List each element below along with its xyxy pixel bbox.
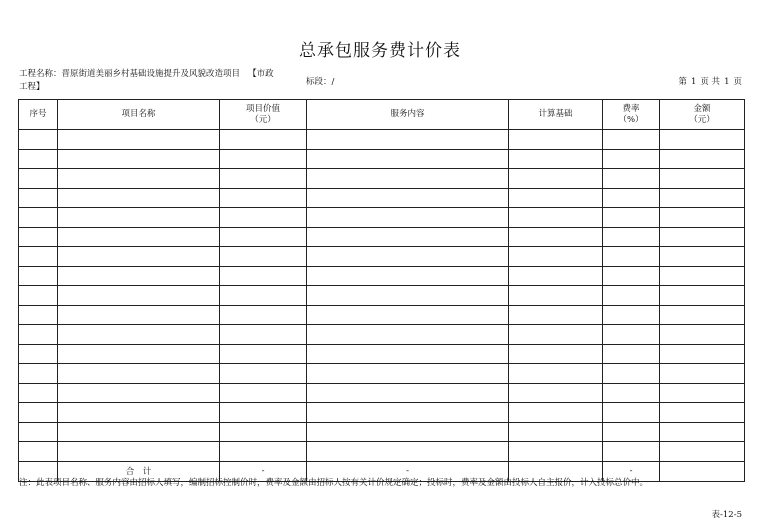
project-suffix-2: 工程】: [19, 82, 45, 92]
project-name: 晋原街道美丽乡村基础设施提升及风貌改造项目: [61, 69, 241, 79]
page-suffix: 页: [733, 77, 742, 87]
table-cell: [509, 227, 603, 247]
table-cell: [58, 188, 220, 208]
table-row: [19, 422, 745, 442]
table-cell: [19, 247, 58, 267]
table-cell: [19, 325, 58, 345]
table-cell: [19, 266, 58, 286]
table-row: [19, 149, 745, 169]
total-cell: -: [307, 461, 509, 481]
total-cell: 合 计: [58, 461, 220, 481]
table-row: [19, 325, 745, 345]
table-cell: [603, 442, 660, 462]
table-cell: [307, 130, 509, 150]
table-cell: [603, 149, 660, 169]
column-header: [58, 100, 220, 130]
table-cell: [603, 344, 660, 364]
column-header-unit: （元）: [689, 114, 715, 125]
table-cell: [660, 364, 745, 384]
table-cell: [307, 344, 509, 364]
table-cell: [509, 403, 603, 423]
table-cell: [220, 188, 307, 208]
table-cell: [603, 188, 660, 208]
table-row: [19, 208, 745, 228]
column-header: [603, 100, 660, 130]
table-row: [19, 286, 745, 306]
table-cell: [307, 325, 509, 345]
table-cell: [220, 344, 307, 364]
table-cell: [603, 266, 660, 286]
table-cell: [307, 403, 509, 423]
table-cell: [509, 442, 603, 462]
table-row: [19, 344, 745, 364]
table-cell: [58, 364, 220, 384]
table-cell: [660, 227, 745, 247]
table-cell: [509, 188, 603, 208]
table-cell: [603, 286, 660, 306]
table-cell: [220, 442, 307, 462]
table-cell: [603, 227, 660, 247]
column-header-label: 序号: [29, 109, 47, 119]
table-row: [19, 305, 745, 325]
table-cell: [509, 383, 603, 403]
table-cell: [660, 247, 745, 267]
table-cell: [603, 247, 660, 267]
page-current: 1: [690, 77, 697, 87]
section-field: 标段：/: [306, 77, 335, 87]
table-cell: [307, 364, 509, 384]
table-cell: [58, 227, 220, 247]
table-cell: [307, 227, 509, 247]
footnote: 注：此表项目名称、服务内容由招标人填写，编制招标控制价时，费率及金额由招标人按有关计价规定确定；投标时，费率及金额由投标人自主报价，计入投标总价中。: [19, 478, 649, 488]
table-cell: [19, 364, 58, 384]
table-cell: [220, 149, 307, 169]
table-cell: [220, 325, 307, 345]
column-header-label: 项目名称: [121, 109, 156, 119]
table-cell: [307, 266, 509, 286]
table-cell: [58, 247, 220, 267]
table-cell: [509, 422, 603, 442]
table-cell: [307, 286, 509, 306]
table-cell: [660, 169, 745, 189]
column-header-label: 费率: [622, 103, 640, 114]
table-row: [19, 130, 745, 150]
table-cell: [19, 344, 58, 364]
table-cell: [19, 286, 58, 306]
table-cell: [509, 325, 603, 345]
column-header: [220, 100, 307, 130]
table-row: [19, 188, 745, 208]
table-cell: [19, 208, 58, 228]
table-cell: [660, 325, 745, 345]
table-cell: [660, 422, 745, 442]
table-cell: [509, 247, 603, 267]
table-cell: [220, 208, 307, 228]
table-cell: [19, 130, 58, 150]
table-cell: [603, 403, 660, 423]
table-cell: [58, 266, 220, 286]
table-cell: [509, 344, 603, 364]
table-cell: [19, 188, 58, 208]
table-cell: [603, 130, 660, 150]
form-code: 表-12-5: [711, 510, 742, 520]
total-cell: -: [220, 461, 307, 481]
table-cell: [603, 208, 660, 228]
table-cell: [509, 266, 603, 286]
page-prefix: 第: [678, 77, 687, 87]
column-header-unit: （%）: [618, 114, 644, 125]
table-cell: [660, 286, 745, 306]
table-cell: [660, 208, 745, 228]
table-cell: [58, 403, 220, 423]
table-cell: [509, 149, 603, 169]
table-cell: [58, 344, 220, 364]
table-cell: [220, 227, 307, 247]
table-cell: [19, 169, 58, 189]
table-cell: [307, 422, 509, 442]
table-cell: [509, 364, 603, 384]
table-header-row: [19, 100, 745, 130]
table-cell: [660, 188, 745, 208]
table-cell: [603, 305, 660, 325]
table-cell: [220, 286, 307, 306]
table-cell: [307, 442, 509, 462]
table-cell: [220, 247, 307, 267]
table-cell: [58, 208, 220, 228]
table-cell: [220, 130, 307, 150]
table-cell: [307, 208, 509, 228]
table-cell: [58, 422, 220, 442]
table-cell: [19, 305, 58, 325]
table-cell: [220, 364, 307, 384]
column-header: [307, 100, 509, 130]
page-total: 1: [724, 77, 730, 87]
table-cell: [220, 169, 307, 189]
table-cell: [220, 422, 307, 442]
table-cell: [58, 305, 220, 325]
table-row: [19, 403, 745, 423]
table-row: [19, 364, 745, 384]
table-cell: [603, 169, 660, 189]
table-cell: [509, 286, 603, 306]
table-cell: [660, 442, 745, 462]
column-header-label: 金额: [693, 103, 711, 114]
table-row: [19, 247, 745, 267]
table-cell: [58, 442, 220, 462]
table-cell: [660, 266, 745, 286]
table-row: [19, 227, 745, 247]
table-cell: [660, 344, 745, 364]
column-header-label: 服务内容: [390, 109, 425, 119]
column-header-label: 计算基础: [538, 109, 573, 119]
column-header: [660, 100, 745, 130]
table-cell: [58, 325, 220, 345]
table-cell: [509, 130, 603, 150]
project-suffix: 【市政: [248, 69, 274, 79]
table-cell: [307, 247, 509, 267]
project-label: 工程名称：: [19, 69, 62, 79]
table-cell: [19, 422, 58, 442]
project-name-field: [19, 68, 309, 94]
table-cell: [220, 383, 307, 403]
table-cell: [603, 325, 660, 345]
page-mid: 页 共: [700, 77, 721, 87]
table-cell: [58, 169, 220, 189]
table-row: [19, 266, 745, 286]
table-cell: [307, 188, 509, 208]
table-cell: [509, 208, 603, 228]
table-cell: [603, 422, 660, 442]
service-fee-table: [18, 99, 745, 482]
table-cell: [58, 286, 220, 306]
table-cell: [19, 227, 58, 247]
column-header: [19, 100, 58, 130]
table-cell: [307, 169, 509, 189]
table-cell: [19, 403, 58, 423]
table-row: [19, 442, 745, 462]
table-cell: [509, 169, 603, 189]
table-cell: [307, 383, 509, 403]
table-cell: [660, 149, 745, 169]
table-cell: [603, 364, 660, 384]
total-cell: [660, 461, 745, 481]
table-cell: [307, 149, 509, 169]
table-cell: [19, 442, 58, 462]
table-cell: [307, 305, 509, 325]
column-header-unit: （元）: [250, 114, 276, 125]
table-cell: [19, 149, 58, 169]
table-row: [19, 169, 745, 189]
table-cell: [220, 403, 307, 423]
table-cell: [58, 130, 220, 150]
table-cell: [220, 305, 307, 325]
page-title: 总承包服务费计价表: [299, 41, 461, 61]
table-cell: [660, 403, 745, 423]
table-cell: [58, 149, 220, 169]
table-cell: [660, 130, 745, 150]
table-cell: [19, 383, 58, 403]
table-cell: [58, 383, 220, 403]
table-cell: [220, 266, 307, 286]
column-header-label: 项目价值: [245, 103, 280, 114]
table-row: [19, 383, 745, 403]
total-cell: -: [603, 461, 660, 481]
table-cell: [660, 305, 745, 325]
page-indicator: [674, 76, 742, 89]
table-body: [19, 130, 745, 482]
table-cell: [509, 305, 603, 325]
column-header: [509, 100, 603, 130]
table-cell: [603, 383, 660, 403]
table-cell: [660, 383, 745, 403]
